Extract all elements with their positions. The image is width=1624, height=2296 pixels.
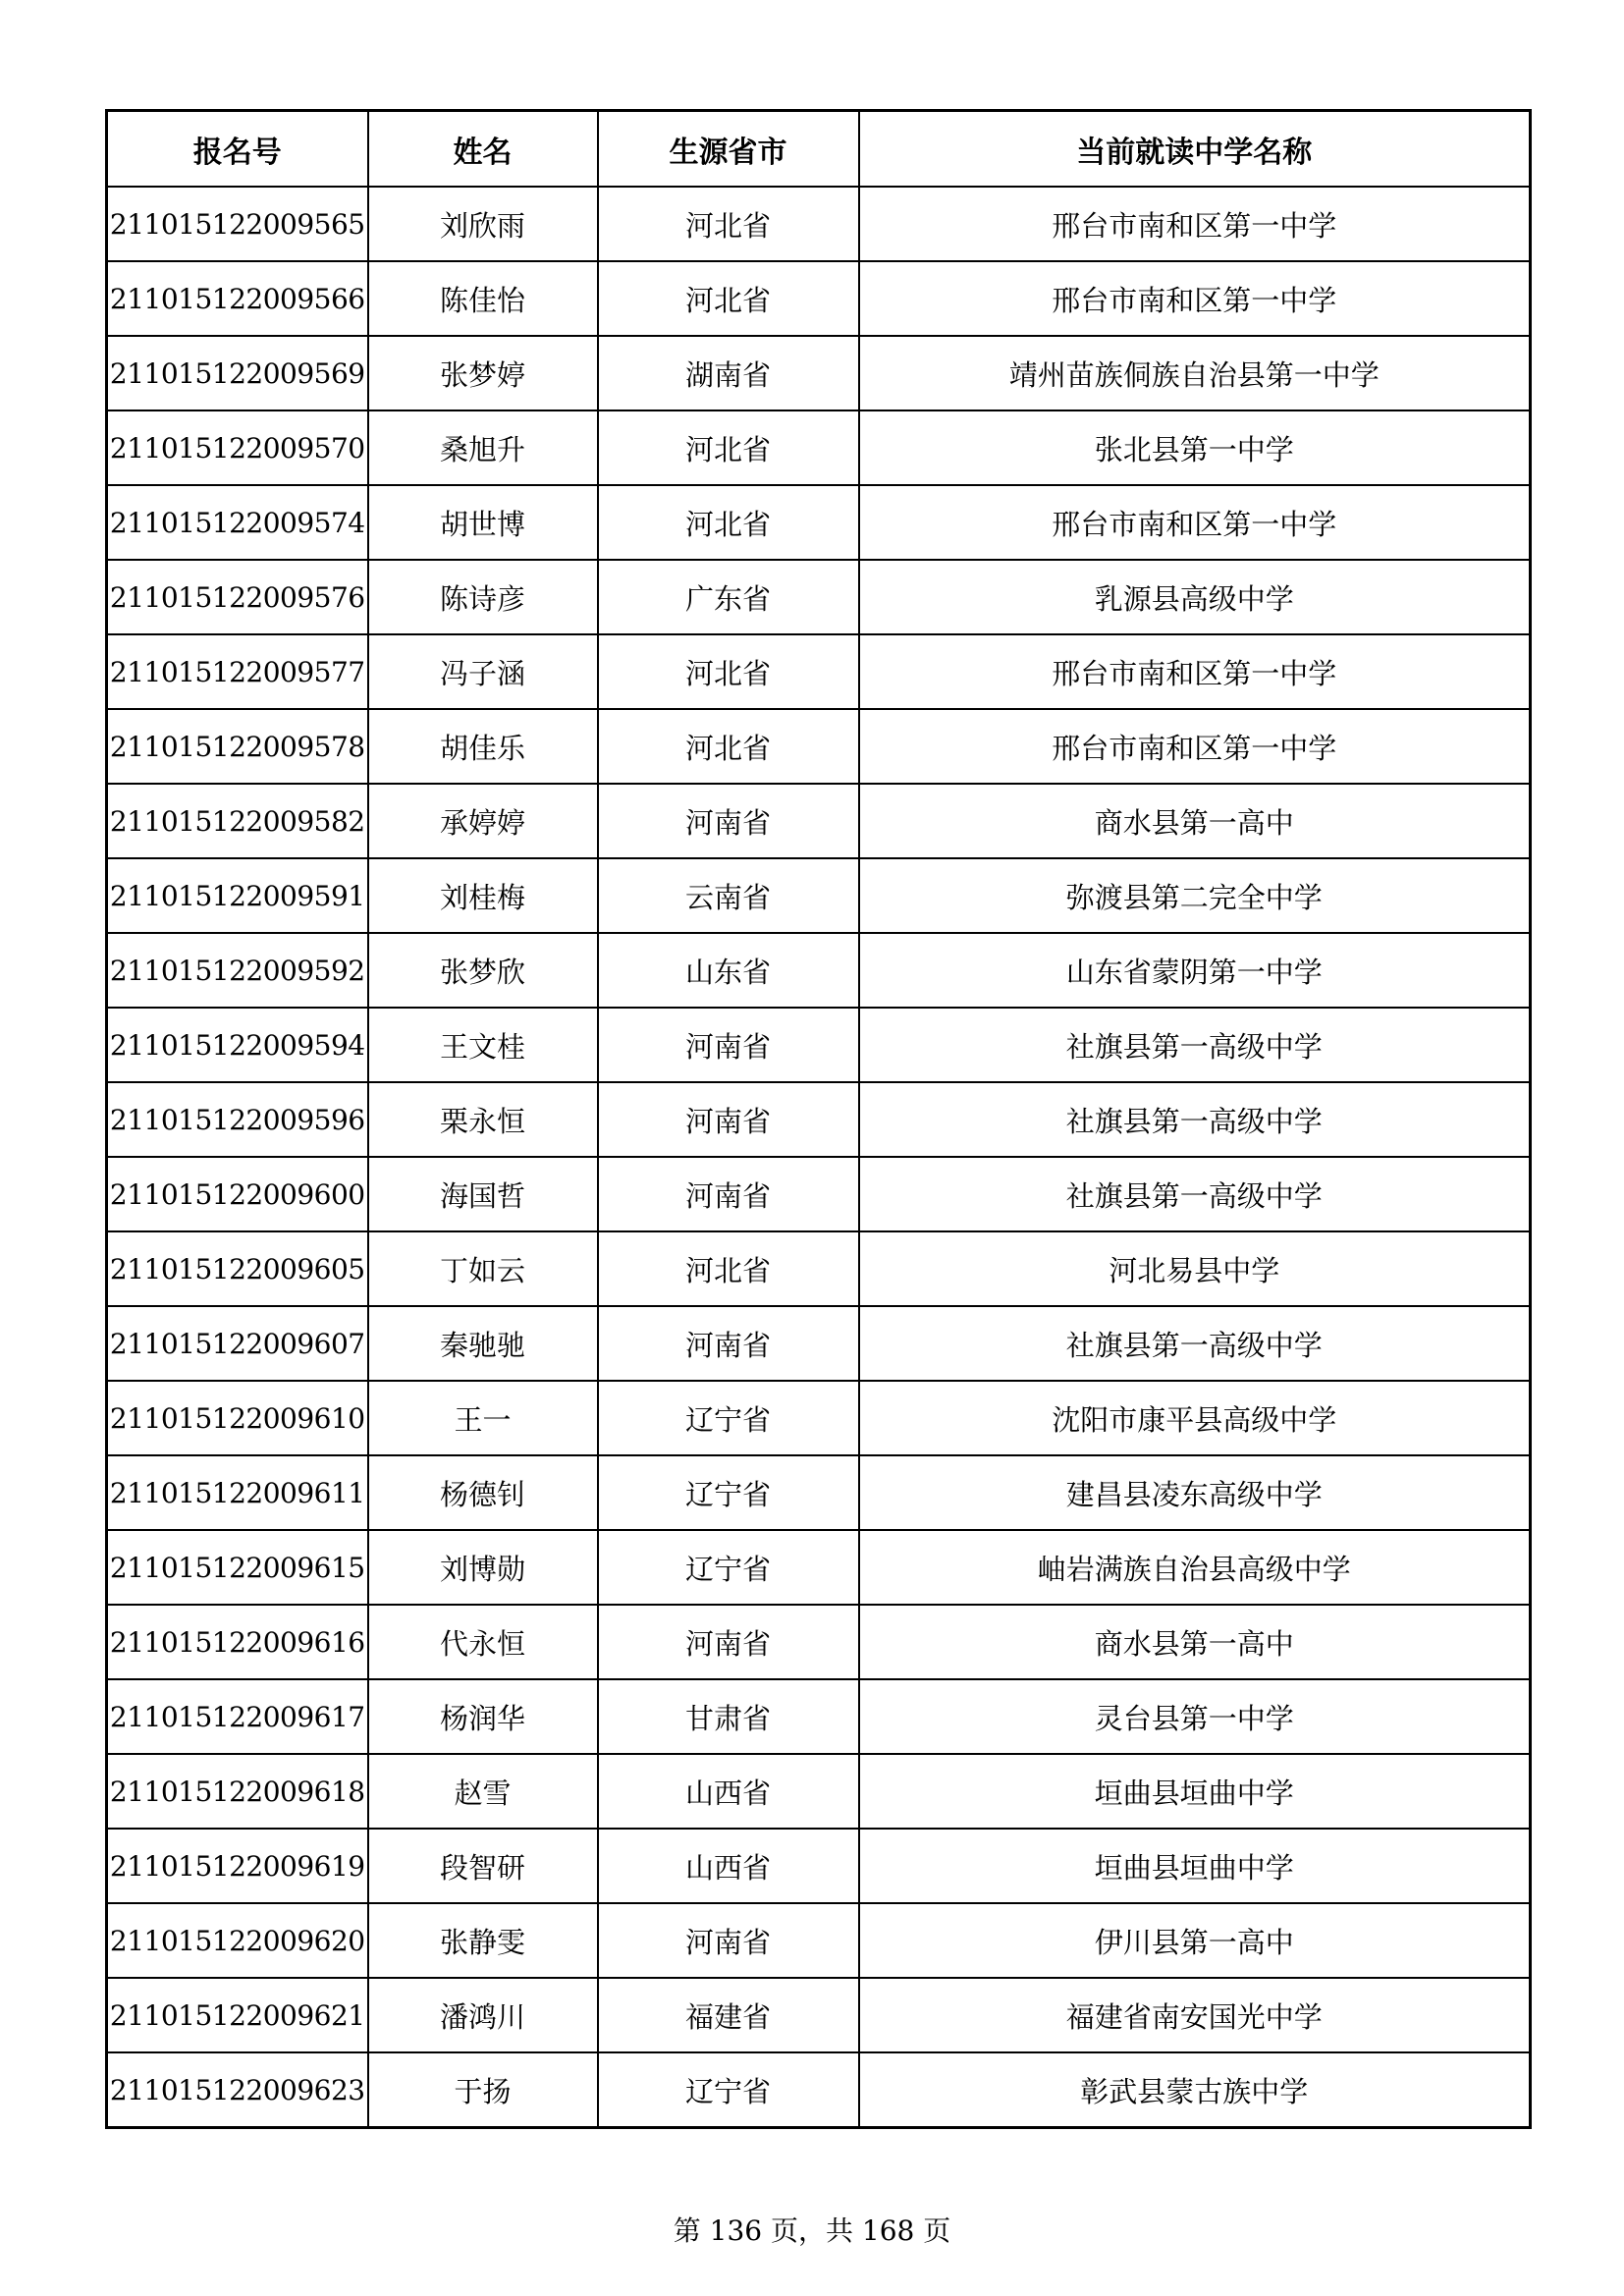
cell-registration-number: 211015122009574 — [107, 485, 368, 560]
cell-origin-province: 辽宁省 — [598, 2052, 859, 2128]
cell-name: 刘博勋 — [368, 1530, 598, 1605]
cell-origin-province: 河南省 — [598, 1306, 859, 1381]
header-origin-province: 生源省市 — [598, 111, 859, 188]
cell-origin-province: 广东省 — [598, 560, 859, 634]
table-row — [107, 336, 1531, 410]
cell-current-school: 垣曲县垣曲中学 — [859, 1829, 1531, 1903]
cell-current-school: 岫岩满族自治县高级中学 — [859, 1530, 1531, 1605]
cell-registration-number: 211015122009576 — [107, 560, 368, 634]
cell-name: 陈诗彦 — [368, 560, 598, 634]
cell-current-school: 张北县第一中学 — [859, 410, 1531, 485]
table-row — [107, 1008, 1531, 1082]
table-row — [107, 933, 1531, 1008]
cell-name: 丁如云 — [368, 1231, 598, 1306]
cell-origin-province: 辽宁省 — [598, 1530, 859, 1605]
cell-registration-number: 211015122009570 — [107, 410, 368, 485]
header-registration-number: 报名号 — [107, 111, 368, 188]
cell-registration-number: 211015122009610 — [107, 1381, 368, 1455]
cell-origin-province: 山西省 — [598, 1829, 859, 1903]
cell-name: 桑旭升 — [368, 410, 598, 485]
table-row — [107, 1605, 1531, 1679]
cell-name: 段智研 — [368, 1829, 598, 1903]
cell-registration-number: 211015122009607 — [107, 1306, 368, 1381]
table-row — [107, 1530, 1531, 1605]
cell-current-school: 邢台市南和区第一中学 — [859, 709, 1531, 784]
cell-current-school: 沈阳市康平县高级中学 — [859, 1381, 1531, 1455]
header-row — [107, 111, 1531, 188]
cell-registration-number: 211015122009578 — [107, 709, 368, 784]
cell-name: 刘欣雨 — [368, 187, 598, 261]
cell-registration-number: 211015122009618 — [107, 1754, 368, 1829]
cell-current-school: 邢台市南和区第一中学 — [859, 485, 1531, 560]
cell-current-school: 乳源县高级中学 — [859, 560, 1531, 634]
table-row — [107, 1829, 1531, 1903]
table-row — [107, 1754, 1531, 1829]
table-row — [107, 410, 1531, 485]
cell-name: 代永恒 — [368, 1605, 598, 1679]
cell-registration-number: 211015122009623 — [107, 2052, 368, 2128]
cell-current-school: 商水县第一高中 — [859, 1605, 1531, 1679]
table-row — [107, 187, 1531, 261]
cell-name: 王一 — [368, 1381, 598, 1455]
table-row — [107, 784, 1531, 858]
cell-name: 承婷婷 — [368, 784, 598, 858]
table-row — [107, 1381, 1531, 1455]
table-row — [107, 709, 1531, 784]
cell-origin-province: 河南省 — [598, 1903, 859, 1978]
cell-current-school: 河北易县中学 — [859, 1231, 1531, 1306]
cell-current-school: 灵台县第一中学 — [859, 1679, 1531, 1754]
cell-registration-number: 211015122009615 — [107, 1530, 368, 1605]
cell-registration-number: 211015122009566 — [107, 261, 368, 336]
cell-name: 张静雯 — [368, 1903, 598, 1978]
cell-registration-number: 211015122009616 — [107, 1605, 368, 1679]
table-row — [107, 634, 1531, 709]
cell-current-school: 彰武县蒙古族中学 — [859, 2052, 1531, 2128]
cell-current-school: 山东省蒙阴第一中学 — [859, 933, 1531, 1008]
cell-origin-province: 河北省 — [598, 410, 859, 485]
cell-origin-province: 辽宁省 — [598, 1381, 859, 1455]
cell-origin-province: 河北省 — [598, 485, 859, 560]
cell-current-school: 福建省南安国光中学 — [859, 1978, 1531, 2052]
cell-registration-number: 211015122009605 — [107, 1231, 368, 1306]
cell-origin-province: 山东省 — [598, 933, 859, 1008]
page-footer — [0, 2210, 1624, 2249]
cell-registration-number: 211015122009591 — [107, 858, 368, 933]
table-row — [107, 2052, 1531, 2128]
cell-origin-province: 河北省 — [598, 1231, 859, 1306]
cell-registration-number: 211015122009592 — [107, 933, 368, 1008]
cell-name: 胡佳乐 — [368, 709, 598, 784]
cell-name: 陈佳怡 — [368, 261, 598, 336]
table-row — [107, 1679, 1531, 1754]
cell-current-school: 建昌县凌东高级中学 — [859, 1455, 1531, 1530]
cell-name: 潘鸿川 — [368, 1978, 598, 2052]
table-row — [107, 1231, 1531, 1306]
table-row — [107, 1306, 1531, 1381]
cell-current-school: 垣曲县垣曲中学 — [859, 1754, 1531, 1829]
cell-name: 冯子涵 — [368, 634, 598, 709]
page-number-text: 第 136 页，共 168 页 — [673, 2214, 951, 2247]
cell-origin-province: 河南省 — [598, 1157, 859, 1231]
cell-name: 于扬 — [368, 2052, 598, 2128]
table-row — [107, 1455, 1531, 1530]
cell-current-school: 社旗县第一高级中学 — [859, 1157, 1531, 1231]
cell-name: 张梦婷 — [368, 336, 598, 410]
table-row — [107, 485, 1531, 560]
cell-name: 胡世博 — [368, 485, 598, 560]
cell-current-school: 社旗县第一高级中学 — [859, 1008, 1531, 1082]
cell-current-school: 商水县第一高中 — [859, 784, 1531, 858]
table-row — [107, 261, 1531, 336]
cell-name: 秦驰驰 — [368, 1306, 598, 1381]
cell-origin-province: 河南省 — [598, 1605, 859, 1679]
cell-registration-number: 211015122009619 — [107, 1829, 368, 1903]
cell-registration-number: 211015122009569 — [107, 336, 368, 410]
cell-current-school: 邢台市南和区第一中学 — [859, 187, 1531, 261]
table-row — [107, 858, 1531, 933]
cell-registration-number: 211015122009617 — [107, 1679, 368, 1754]
table-row — [107, 1082, 1531, 1157]
cell-name: 赵雪 — [368, 1754, 598, 1829]
cell-current-school: 弥渡县第二完全中学 — [859, 858, 1531, 933]
cell-name: 刘桂梅 — [368, 858, 598, 933]
table-header — [107, 111, 1531, 188]
table-row — [107, 1157, 1531, 1231]
cell-origin-province: 河北省 — [598, 187, 859, 261]
cell-current-school: 社旗县第一高级中学 — [859, 1082, 1531, 1157]
cell-registration-number: 211015122009582 — [107, 784, 368, 858]
cell-name: 杨德钊 — [368, 1455, 598, 1530]
table-row — [107, 560, 1531, 634]
table-row — [107, 1903, 1531, 1978]
admission-list-table — [105, 109, 1532, 2129]
cell-name: 海国哲 — [368, 1157, 598, 1231]
cell-registration-number: 211015122009565 — [107, 187, 368, 261]
cell-origin-province: 河南省 — [598, 784, 859, 858]
cell-registration-number: 211015122009600 — [107, 1157, 368, 1231]
cell-registration-number: 211015122009594 — [107, 1008, 368, 1082]
cell-origin-province: 甘肃省 — [598, 1679, 859, 1754]
cell-origin-province: 河南省 — [598, 1008, 859, 1082]
cell-origin-province: 福建省 — [598, 1978, 859, 2052]
cell-origin-province: 河北省 — [598, 261, 859, 336]
cell-origin-province: 云南省 — [598, 858, 859, 933]
cell-current-school: 邢台市南和区第一中学 — [859, 634, 1531, 709]
cell-name: 王文桂 — [368, 1008, 598, 1082]
cell-registration-number: 211015122009596 — [107, 1082, 368, 1157]
header-name: 姓名 — [368, 111, 598, 188]
cell-registration-number: 211015122009577 — [107, 634, 368, 709]
cell-name: 栗永恒 — [368, 1082, 598, 1157]
cell-current-school: 邢台市南和区第一中学 — [859, 261, 1531, 336]
cell-origin-province: 辽宁省 — [598, 1455, 859, 1530]
cell-origin-province: 河北省 — [598, 634, 859, 709]
cell-origin-province: 河北省 — [598, 709, 859, 784]
cell-name: 杨润华 — [368, 1679, 598, 1754]
table-body — [107, 187, 1531, 2128]
cell-current-school: 伊川县第一高中 — [859, 1903, 1531, 1978]
cell-name: 张梦欣 — [368, 933, 598, 1008]
cell-registration-number: 211015122009620 — [107, 1903, 368, 1978]
cell-origin-province: 山西省 — [598, 1754, 859, 1829]
cell-origin-province: 河南省 — [598, 1082, 859, 1157]
table-row — [107, 1978, 1531, 2052]
cell-origin-province: 湖南省 — [598, 336, 859, 410]
cell-registration-number: 211015122009621 — [107, 1978, 368, 2052]
cell-current-school: 靖州苗族侗族自治县第一中学 — [859, 336, 1531, 410]
cell-current-school: 社旗县第一高级中学 — [859, 1306, 1531, 1381]
header-current-school: 当前就读中学名称 — [859, 111, 1531, 188]
cell-registration-number: 211015122009611 — [107, 1455, 368, 1530]
